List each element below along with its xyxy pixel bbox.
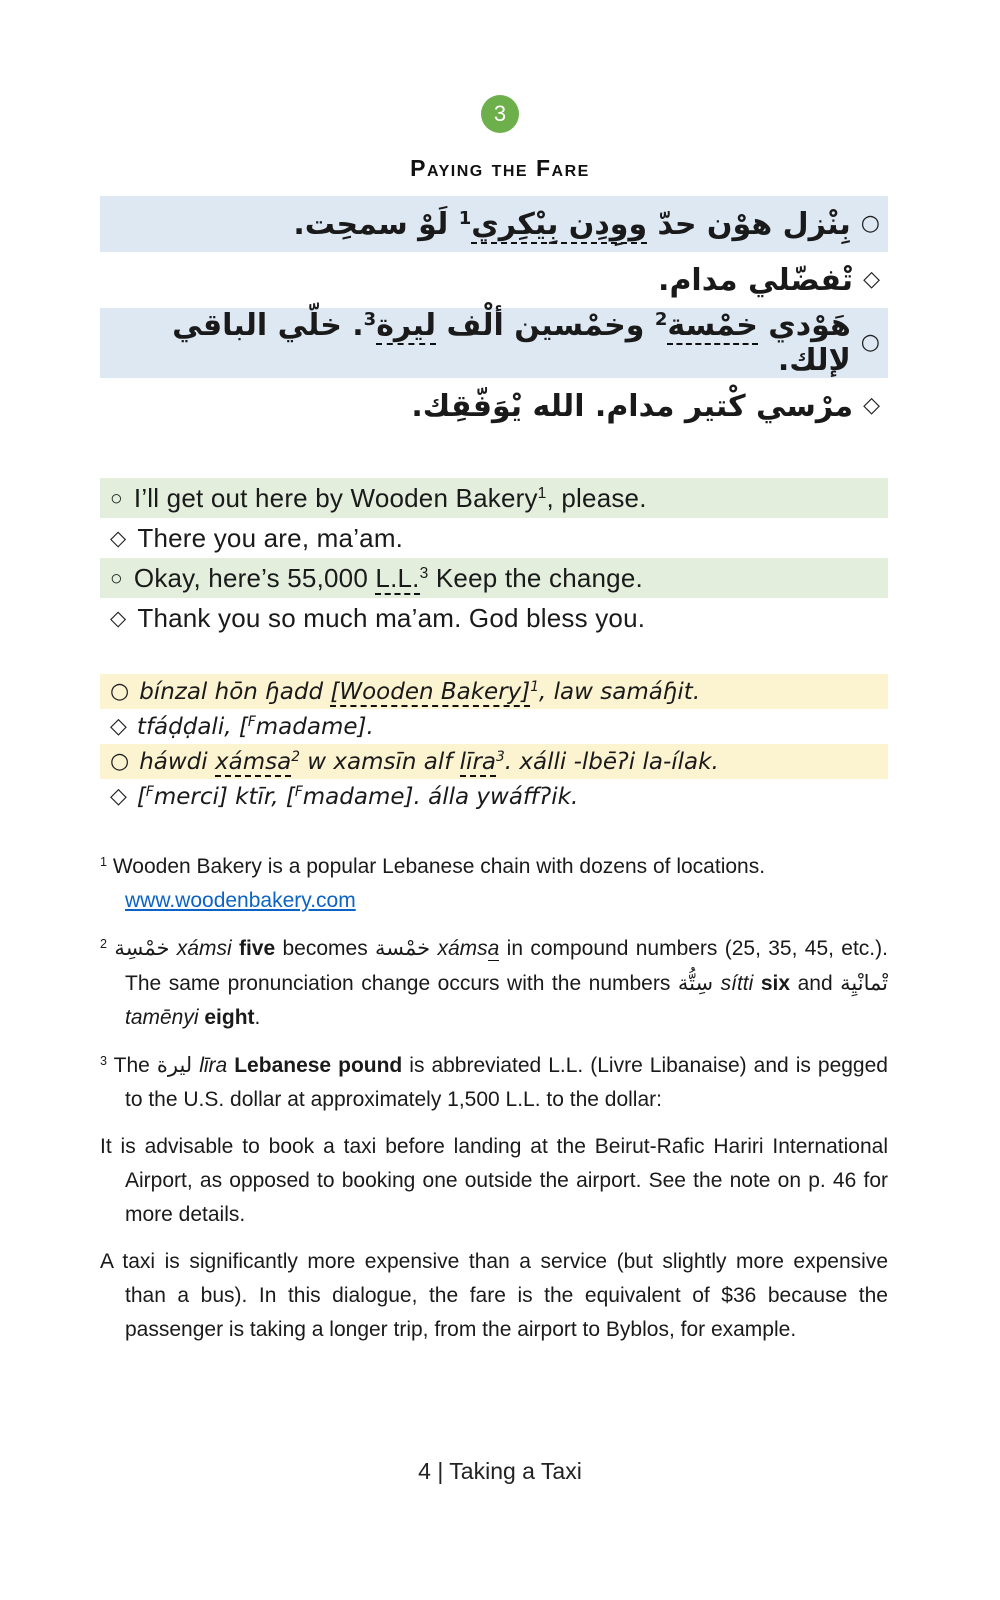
text-segment: 1 <box>530 678 540 695</box>
note-paragraph <box>100 1130 888 1232</box>
dialogue-text <box>139 679 700 705</box>
dialogue-text <box>411 389 853 424</box>
text-segment: w xamsīn alf <box>299 748 460 775</box>
diamond-bullet-icon: ◇ <box>110 713 127 739</box>
text-segment: merci] ktīr, [ <box>153 783 295 810</box>
text-segment: وخمْسين ألْف <box>436 308 655 343</box>
dialogue-line <box>100 478 888 518</box>
text-segment: بِنْزل هوْن حدّ <box>647 206 851 242</box>
text-segment <box>169 937 176 960</box>
dialogue-line <box>100 196 888 252</box>
text-segment: , law samáɧit. <box>539 678 701 705</box>
text-segment: madame]. álla ywáffʔik. <box>302 783 579 810</box>
text-segment: لَوْ سمحِت. <box>293 206 459 242</box>
english-dialogue-section <box>100 478 888 638</box>
circle-bullet-icon: ○ <box>110 566 123 590</box>
text-segment: tfáḍḍali, [ <box>136 713 248 740</box>
dialogue-line <box>100 779 888 814</box>
text-segment: I’ll get out here by Wooden Bakery <box>133 482 538 513</box>
text-segment: Keep the change. <box>428 562 643 593</box>
circle-bullet-icon: ○ <box>110 748 130 774</box>
dialogue-line <box>100 558 888 598</box>
dialogue-line <box>100 598 888 638</box>
text-segment: خمْسة <box>667 308 758 343</box>
text-segment: Thank you so much ma’am. God bless you. <box>137 602 646 633</box>
text-segment: a <box>487 937 500 961</box>
text-segment <box>753 972 761 995</box>
text-segment: There you are, ma’am. <box>137 522 404 553</box>
text-segment: five <box>238 937 276 961</box>
text-segment: Wooden Bakery is a popular Lebanese chain with dozens of locations. <box>112 855 766 878</box>
text-segment: madame]. <box>255 713 374 740</box>
text-segment: It is advisable to book a taxi before landing at the Beirut-Rafic Hariri International Airport, as opposed to booking one outside the airport. See the note on p. 46 for more details. <box>100 1135 888 1227</box>
page-footer <box>0 1458 1000 1485</box>
dialogue-line <box>100 308 888 378</box>
footnotes-section <box>100 850 888 1347</box>
text-segment: L.L. <box>375 562 420 593</box>
text-segment <box>713 972 721 995</box>
dialogue-text <box>134 483 647 514</box>
text-segment: 2 <box>291 748 300 765</box>
diamond-bullet-icon: ◇ <box>863 267 880 292</box>
dialogue-text <box>137 714 374 740</box>
text-segment: . <box>254 1006 261 1030</box>
dialogue-line <box>100 252 888 308</box>
dialogue-text <box>137 784 578 810</box>
text-segment: tamēnyi <box>125 1006 199 1030</box>
text-segment: 3 <box>363 309 377 331</box>
text-segment: eight <box>204 1006 255 1030</box>
text-segment: F <box>294 783 303 800</box>
text-segment: 2 <box>654 309 668 331</box>
text-segment: in compound numbers (25, 35, 45, etc.). The same pronunciation change occurs with the numbers <box>125 937 888 996</box>
text-segment: سِتُّة <box>677 971 714 996</box>
dialogue-line <box>100 378 888 434</box>
text-segment: xáms <box>437 937 488 961</box>
text-segment <box>232 937 239 960</box>
footnote-3 <box>100 1048 888 1117</box>
text-segment: F <box>145 783 154 800</box>
text-segment: The <box>113 1054 157 1078</box>
text-segment: A taxi is significantly more expensive than a service (but slightly more expensive than a bus). In this dialogue, the fare is the equivalent of $36 because the passenger is taking a longer trip, from the airport to Byblos, for example. <box>100 1250 888 1342</box>
footnote-marker: 1 <box>100 855 108 870</box>
chapter-number-badge <box>481 95 519 133</box>
text-segment: , please. <box>546 482 647 513</box>
footnote-2 <box>100 931 888 1035</box>
text-segment: 1 <box>537 484 547 502</box>
text-segment: 3 <box>496 748 505 765</box>
dialogue-line <box>100 709 888 744</box>
text-segment: [Wooden Bakery] <box>330 678 531 705</box>
circle-bullet-icon: ○ <box>110 486 123 510</box>
text-segment: and <box>790 972 841 996</box>
diamond-bullet-icon: ◇ <box>110 606 127 630</box>
page-title: Paying the Fare <box>410 155 590 181</box>
dialogue-text <box>658 263 853 298</box>
text-segment: bínzal hōn ɧadd <box>139 678 331 705</box>
text-segment: háwdi <box>139 748 215 775</box>
chapter-number: 3 <box>493 101 507 126</box>
text-segment: . خلّي الباقي لإلك. <box>172 308 851 378</box>
dialogue-text <box>139 749 719 775</box>
text-segment: līra <box>199 1054 228 1078</box>
text-segment: خمْسة <box>375 936 431 961</box>
text-segment: xámsa <box>215 748 292 775</box>
text-segment: هَوْدي <box>757 308 851 343</box>
arabic-dialogue-section <box>100 196 888 434</box>
diamond-bullet-icon: ◇ <box>110 526 127 550</box>
text-segment: is abbreviated L.L. (Livre Libanaise) and is pegged to the U.S. dollar at approximately 1,500 L.L. to the dollar: <box>125 1054 888 1112</box>
text-segment: ليرة <box>376 308 437 343</box>
diamond-bullet-icon: ◇ <box>863 393 880 418</box>
dialogue-text <box>134 563 643 594</box>
text-segment: Okay, here’s 55,000 <box>133 562 376 593</box>
text-segment: خمْسِة <box>114 936 170 961</box>
note-paragraph <box>100 1245 888 1347</box>
dialogue-line <box>100 744 888 779</box>
text-segment: six <box>760 972 791 996</box>
dialogue-text <box>137 523 403 554</box>
circle-bullet-icon: ○ <box>110 678 130 704</box>
text-segment: 1 <box>458 207 472 229</box>
dialogue-line <box>100 518 888 558</box>
text-segment: مرْسي كْتير مدام. الله يْوَفّقِك. <box>411 388 854 424</box>
text-segment: xámsi <box>176 937 232 961</box>
text-segment: 3 <box>419 564 429 582</box>
text-segment: sítti <box>720 972 754 996</box>
text-segment: ووِدِن بِيْكِري <box>471 206 648 242</box>
dialogue-text <box>137 603 645 634</box>
footnote-marker: 2 <box>100 937 108 952</box>
content-column <box>100 196 888 1347</box>
dialogue-line <box>100 674 888 709</box>
dialogue-text <box>108 308 851 378</box>
text-segment: تْمانْيِة <box>840 971 888 996</box>
dialogue-text <box>293 207 850 242</box>
circle-bullet-icon: ○ <box>860 211 880 236</box>
text-segment: līra <box>459 748 497 775</box>
text-segment: ليرة <box>156 1053 193 1078</box>
page-footer-text: 4 | Taking a Taxi <box>418 1458 582 1484</box>
text-segment: تْفضّلي مدام. <box>658 262 854 298</box>
text-segment: . xálli -lbēʔi la-ílak. <box>504 748 719 775</box>
text-segment: becomes <box>275 937 376 961</box>
wooden-bakery-link[interactable]: www.woodenbakery.com <box>125 889 356 913</box>
circle-bullet-icon: ○ <box>860 330 880 355</box>
diamond-bullet-icon: ◇ <box>110 783 127 809</box>
text-segment: [ <box>136 783 146 810</box>
text-segment: F <box>247 713 256 730</box>
text-segment: Lebanese pound <box>234 1054 403 1078</box>
footnote-1 <box>100 850 888 918</box>
footnote-marker: 3 <box>100 1054 108 1069</box>
transliteration-dialogue-section <box>100 674 888 814</box>
